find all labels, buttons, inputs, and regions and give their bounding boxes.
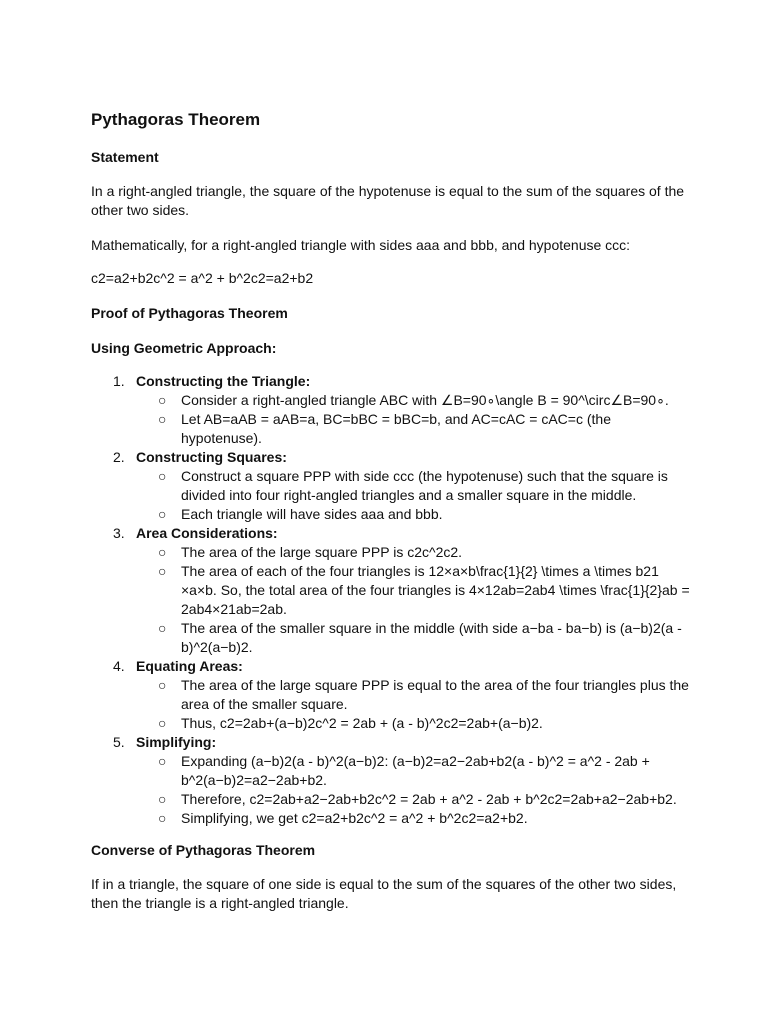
step-number: 1. [113,373,125,389]
step-number: 4. [113,658,125,674]
proof-steps-list [91,372,691,828]
converse-heading: Converse of Pythagoras Theorem [91,842,316,858]
sub-item-text: The area of each of the four triangles is 12×a×b\frac{1}{2} \times a \times b21 ×a×b. So, the total area of the four triangles is 4×12ab=2ab4 \times \frac{1}{2}ab = 2ab4×21ab=2ab. [181,563,690,617]
proof-step [91,657,691,733]
proof-step [91,448,691,524]
sub-item-text: Simplifying, we get c2=a2+b2c^2 = a^2 + b^2c2=a2+b2. [181,810,528,826]
sub-item-text: Each triangle will have sides aaa and bbb. [181,506,443,522]
sub-item-text: Expanding (a−b)2(a - b)^2(a−b)2: (a−b)2=a2−2ab+b2(a - b)^2 = a^2 - 2ab + b^2(a−b)2=a2−2ab+b2. [181,753,650,788]
sub-list-item [136,714,691,733]
statement-text: In a right-angled triangle, the square of the hypotenuse is equal to the sum of the squares of the other two sides. [91,183,685,218]
sub-list-item [136,790,691,809]
sub-list-item [136,619,691,657]
step-title: Equating Areas: [136,658,243,674]
proof-heading: Proof of Pythagoras Theorem [91,305,288,321]
sub-list-item [136,391,691,410]
bullet-circle-icon: ○ [158,620,167,636]
sub-item-text: The area of the large square PPP is c2c^2c2. [181,544,463,560]
step-sub-list [136,676,691,733]
document-title: Pythagoras Theorem [91,110,261,129]
step-sub-list [136,467,691,524]
bullet-circle-icon: ○ [158,506,167,522]
sub-item-text: Construct a square PPP with side ccc (the hypotenuse) such that the square is divided into four right-angled triangles and a smaller square in the middle. [181,468,668,503]
bullet-circle-icon: ○ [158,563,167,579]
sub-item-text: Thus, c2=2ab+(a−b)2c^2 = 2ab + (a - b)^2c2=2ab+(a−b)2. [181,715,543,731]
step-title: Constructing Squares: [136,449,287,465]
step-number: 2. [113,449,125,465]
step-title: Area Considerations: [136,525,278,541]
sub-list-item [136,505,691,524]
sub-list-item [136,562,691,619]
step-sub-list [136,543,691,657]
sub-list-item [136,543,691,562]
bullet-circle-icon: ○ [158,753,167,769]
proof-step [91,524,691,657]
bullet-circle-icon: ○ [158,468,167,484]
sub-list-item [136,752,691,790]
converse-text: If in a triangle, the square of one side is equal to the sum of the squares of the other two sides, then the triangle is a right-angled triangle. [91,876,677,911]
bullet-circle-icon: ○ [158,810,167,826]
step-number: 5. [113,734,125,750]
sub-item-text: The area of the smaller square in the middle (with side a−ba - ba−b) is (a−b)2(a - b)^2(a−b)2. [181,620,682,655]
sub-item-text: Let AB=aAB = aAB=a, BC=bBC = bBC=b, and AC=cAC = cAC=c (the hypotenuse). [181,411,611,446]
step-title: Simplifying: [136,734,217,750]
bullet-circle-icon: ○ [158,677,167,693]
bullet-circle-icon: ○ [158,715,167,731]
bullet-circle-icon: ○ [158,411,167,427]
formula-text: c2=a2+b2c^2 = a^2 + b^2c2=a2+b2 [91,270,314,286]
step-sub-list [136,391,691,448]
statement-heading: Statement [91,149,159,165]
step-number: 3. [113,525,125,541]
sub-item-text: Therefore, c2=2ab+a2−2ab+b2c^2 = 2ab + a^2 - 2ab + b^2c2=2ab+a2−2ab+b2. [181,791,677,807]
bullet-circle-icon: ○ [158,392,167,408]
math-intro-text: Mathematically, for a right-angled triangle with sides aaa and bbb, and hypotenuse ccc: [91,237,631,253]
approach-heading: Using Geometric Approach: [91,340,277,356]
proof-step [91,733,691,828]
proof-step [91,372,691,448]
sub-list-item [136,410,691,448]
bullet-circle-icon: ○ [158,791,167,807]
bullet-circle-icon: ○ [158,544,167,560]
sub-item-text: The area of the large square PPP is equal to the area of the four triangles plus the area of the smaller square. [181,677,689,712]
step-sub-list [136,752,691,828]
sub-item-text: Consider a right-angled triangle ABC with ∠B=90∘\angle B = 90^\circ∠B=90∘. [181,392,669,408]
step-title: Constructing the Triangle: [136,373,311,389]
sub-list-item [136,676,691,714]
sub-list-item [136,809,691,828]
sub-list-item [136,467,691,505]
